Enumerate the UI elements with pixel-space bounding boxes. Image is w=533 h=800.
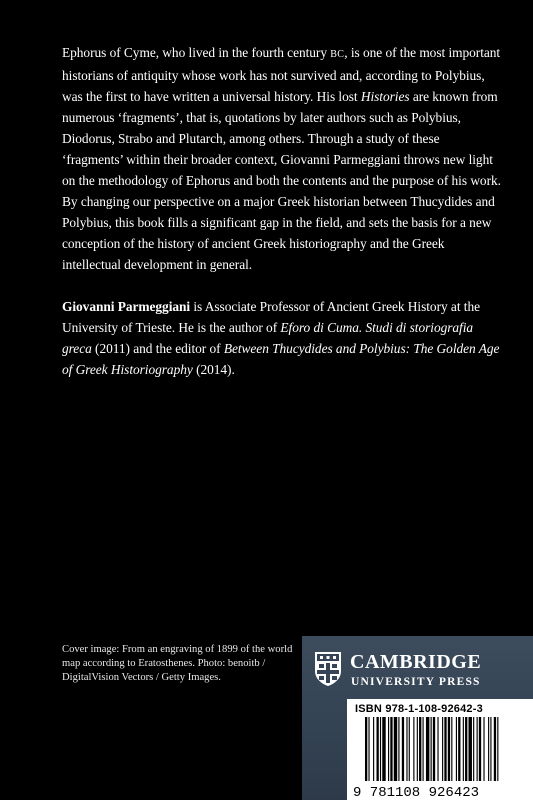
barcode-bar [368,717,369,781]
publisher-subtitle: UNIVERSITY PRESS [351,676,481,688]
barcode-bar [458,717,460,781]
barcode-bar [377,717,379,781]
cover-image-credit: Cover image: From an engraving of 1899 of the world map according to Eratosthenes. Photo: benoitb / DigitalVision Vectors / Getty Images. [62,644,293,683]
barcode-bar [488,717,489,781]
barcode-bar [390,717,392,781]
barcode-bar [409,717,410,781]
description-paragraph [62,42,502,275]
barcode-bar [380,717,381,781]
barcode-bar [469,717,472,781]
barcode-bar [388,717,389,781]
barcode-icon [353,717,525,800]
barcode-bar [417,717,418,781]
barcode-bar [497,717,498,781]
cambridge-shield-icon [314,651,342,687]
barcode-bar [431,717,432,781]
barcode-bar [382,717,385,781]
description-text-1: Ephorus of Cyme, who lived in the fourth century [62,45,331,60]
barcode-bar [444,717,446,781]
publisher-name: CAMBRIDGE [350,651,482,673]
barcode-bar [413,717,414,781]
author-name: Giovanni Parmeggiani [62,299,191,314]
barcode-bar [433,717,435,781]
era-abbreviation: BC [330,49,345,60]
barcode-bar [451,717,452,781]
bio-book-1: Eforo di Cuma. Studi di storiografia greca [62,320,474,356]
barcode-bar [494,717,496,781]
barcode-bar [373,717,374,781]
barcode-digits: 9 781108 926423 [353,785,480,800]
barcode-bar [402,717,404,781]
barcode-bar [483,717,484,781]
author-bio [62,296,502,380]
barcode-bar [426,717,429,781]
description-text-2: , is one of the most important historians of antiquity whose work has not survived and, according to Polybius, was the first to have written a universal history. His lost [62,45,501,104]
histories-title: Histories [360,89,410,104]
barcode-bar [398,717,399,781]
bio-book-2: Between Thucydides and Polybius: The Golden Age of Greek Historiography [62,341,500,377]
barcode-bar [365,717,367,781]
isbn-text: ISBN 978-1-108-92642-3 [355,703,483,715]
barcode-bar [423,717,424,781]
description-text-3: are known from numerous ‘fragments’, that is, quotations by later authors such as Polybius, Diodorus, Strabo and Plutarch, among others. Through a study of these ‘fragments’ within their broader context, Giovanni Parmeggiani throws new light on the methodology of Ephorus and both the contents and the purpose of his work. By changing our perspective on a major Greek historian between Thucydides and Polybius, this book fills a significant gap in the field, and sets the basis for a new conception of the history of ancient Greek historiography and the Greek intellectual development in general. [62,89,501,272]
barcode-bar [448,717,450,781]
publisher-panel [302,636,533,800]
back-cover-blurb [62,42,502,380]
bio-text-1: is Associate Professor of Ancient Greek History at the University of Trieste. He is the author of [62,299,480,335]
barcode-bar [465,717,467,781]
barcode-bar [477,717,478,781]
barcode-bar [473,717,474,781]
barcode-bar [463,717,464,781]
bio-text-3: (2014). [192,362,235,377]
barcode-bar [490,717,491,781]
barcode-label [347,699,533,800]
barcode-bar [437,717,438,781]
barcode-bar [456,717,457,781]
barcode-bar [479,717,481,781]
barcode-bar [394,717,397,781]
barcode-bar [406,717,407,781]
bio-text-2: (2011) and the editor of [91,341,224,356]
barcode-bar [419,717,421,781]
barcode-bar [442,717,443,781]
